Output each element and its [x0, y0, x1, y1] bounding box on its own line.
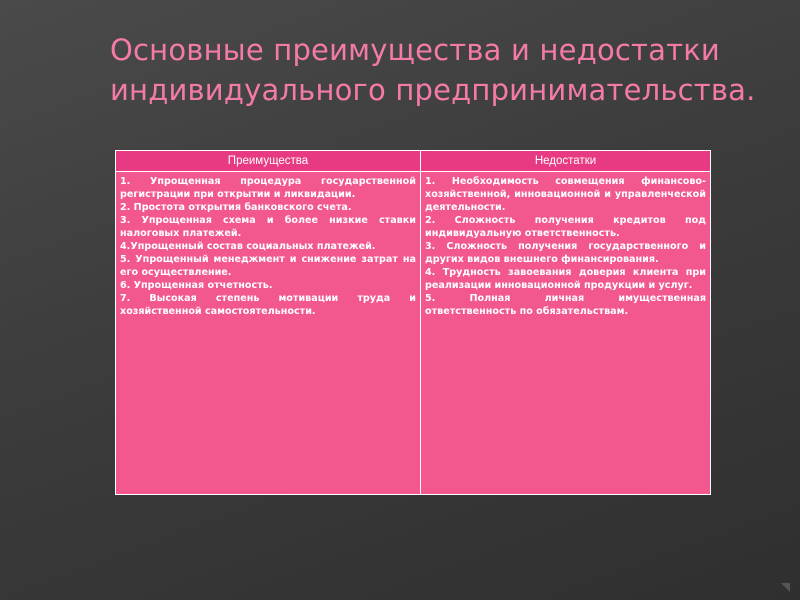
advantage-item: 3. Упрощенная схема и более низкие ставки налоговых платежей.: [120, 215, 416, 239]
advantage-item: 6. Упрощенная отчетность.: [120, 280, 273, 291]
header-disadvantages: Недостатки: [421, 151, 711, 172]
advantage-item: 2. Простота открытия банковского счета.: [120, 202, 352, 213]
advantage-item: 7. Высокая степень мотивации труда и хозяйственной самостоятельности.: [120, 293, 416, 317]
disadvantage-item: 5. Полная личная имущественная ответственность по обязательствам.: [425, 293, 706, 317]
advantage-item: 5. Упрощенный менеджмент и снижение затрат на его осуществление.: [120, 254, 416, 278]
table-row: [116, 172, 711, 495]
disadvantage-item: 3. Сложность получения государственного и других видов внешнего финансирования.: [425, 241, 706, 265]
title-line: индивидуального предпринимательства.: [110, 73, 756, 107]
advantage-item: 4.Упрощенный состав социальных платежей.: [120, 241, 376, 252]
disadvantages-cell: [421, 172, 711, 495]
table-header-row: [116, 151, 711, 172]
advantage-item: 1. Упрощенная процедура государственной регистрации при открытии и ликвидации.: [120, 176, 416, 200]
advantages-cell: [116, 172, 421, 495]
disadvantage-item: 4. Трудность завоевания доверия клиента при реализации инновационной продукции и услуг.: [425, 267, 706, 291]
comparison-table-container: [115, 150, 711, 495]
comparison-table: [115, 150, 711, 495]
slide-corner-decoration: [781, 583, 790, 592]
disadvantage-item: 2. Сложность получения кредитов под индивидуальную ответственность.: [425, 215, 706, 239]
title-line: Основные преимущества и недостатки: [110, 33, 720, 67]
slide-title: [110, 30, 770, 110]
disadvantage-item: 1. Необходимость совмещения финансово-хозяйственной, инновационной и управленческой деятельности.: [425, 176, 706, 213]
header-advantages: Преимущества: [116, 151, 421, 172]
